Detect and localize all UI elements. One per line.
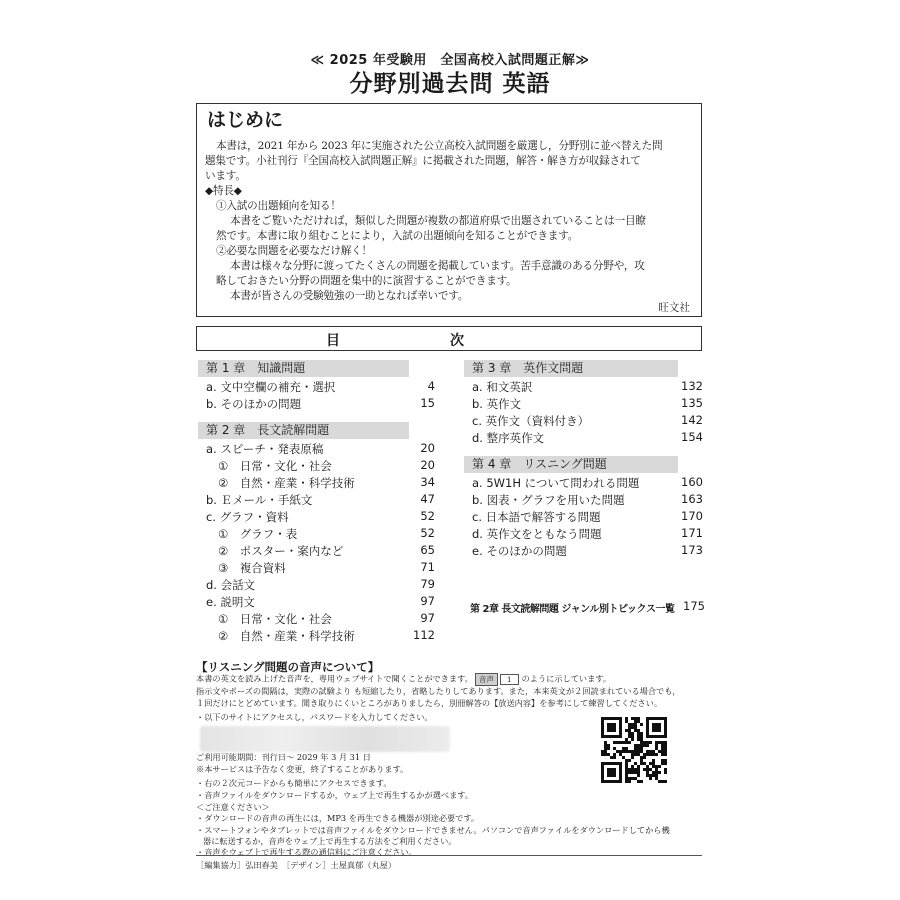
listening-note-text: のように示しています。 bbox=[521, 673, 612, 684]
caution-line: ・ダウンロードの音声の再生には，MP3 を再生できる機器が別途必要です。 bbox=[196, 813, 480, 823]
toc-page-number: 20 bbox=[420, 458, 435, 472]
toc-page-number: 20 bbox=[420, 441, 435, 455]
caution-title: ＜ご注意ください＞ bbox=[196, 802, 270, 812]
listening-note-line: 指示文やポーズの間隔は，実際の試験より も短縮したり，省略したりしてあります。また，本来英文が２回読まれている場合でも， bbox=[196, 686, 681, 696]
toc-item: a. 5W1H について問われる問題 bbox=[472, 476, 640, 490]
footer-divider bbox=[196, 855, 702, 856]
listening-note-line: ・以下のサイトにアクセスし，パスワードを入力してください。 bbox=[196, 712, 433, 722]
availability-period: ご利用可能期間：刊行日～ 2029 年 3 月 31 日 bbox=[196, 752, 371, 762]
toc-page-number: 135 bbox=[681, 396, 703, 410]
toc-item: d. 会話文 bbox=[206, 578, 256, 592]
listening-note-line bbox=[196, 673, 611, 686]
toc-item: d. 英作文をともなう問題 bbox=[472, 527, 602, 541]
toc-page-number: 34 bbox=[420, 475, 435, 489]
intro-text-line: います。 bbox=[205, 170, 246, 182]
toc-page-number: 173 bbox=[681, 543, 703, 557]
toc-item: e. 説明文 bbox=[206, 595, 255, 609]
toc-item: c. 日本語で解答する問題 bbox=[472, 510, 601, 524]
listening-note-line: １回だけにとどめています。聞き取りにくいところがありましたら，別冊解答の【放送内容】を参考にして練習してください。 bbox=[196, 698, 663, 708]
toc-page-number: 132 bbox=[681, 379, 703, 393]
toc-item: d. 整序英作文 bbox=[472, 431, 545, 445]
caution-line: ・音声をウェブ上で再生する際の通信料にご注意ください。 bbox=[196, 847, 417, 857]
toc-page-number: 160 bbox=[681, 475, 703, 489]
audio-badge-number: 1 bbox=[500, 674, 519, 685]
toc-item: c. 英作文（資料付き） bbox=[472, 414, 590, 428]
toc-page-number: 47 bbox=[420, 492, 435, 506]
toc-item: a. スピーチ・発表原稿 bbox=[206, 442, 324, 456]
toc-subitem: ② ポスター・案内など bbox=[218, 544, 344, 558]
toc-special-entry: 第 2章 長文読解問題 ジャンル別トピックス一覧 bbox=[470, 604, 675, 615]
intro-text-line: 本書が皆さんの受験勉強の一助となれば幸いです。 bbox=[230, 290, 469, 302]
listening-section-title: 【リスニング問題の音声について】 bbox=[196, 660, 380, 674]
toc-page-number: 15 bbox=[420, 396, 435, 410]
page-title: 分野別過去問 英語 bbox=[349, 71, 551, 97]
toc-item: a. 和文英訳 bbox=[472, 380, 533, 394]
listening-note-text: 本書の英文を読み上げた音声を，専用ウェブサイトで聞くことができます。 bbox=[196, 673, 473, 684]
toc-item: b. 英作文 bbox=[472, 397, 522, 411]
toc-chapter-heading: 第 4 章 リスニング問題 bbox=[464, 456, 678, 473]
toc-subitem: ① グラフ・表 bbox=[218, 527, 298, 541]
audio-badge: 音声 bbox=[475, 673, 498, 686]
credits: ［編集協力］弘田春美 ［デザイン］土屋真郁（丸屋） bbox=[196, 860, 397, 870]
toc-page-number: 4 bbox=[427, 379, 435, 393]
toc-subitem: ③ 複合資料 bbox=[218, 561, 286, 575]
caution-line: ・スマートフォンやタブレットでは音声ファイルをダウンロードできません。パソコンで音声ファイルをダウンロードしてから機 bbox=[196, 825, 670, 835]
qr-note: ・右の２次元コードからも簡単にアクセスできます。 bbox=[196, 778, 392, 788]
toc-page-number: 97 bbox=[420, 594, 435, 608]
toc-page-number: 171 bbox=[681, 526, 703, 540]
toc-subitem: ① 日常・文化・社会 bbox=[218, 459, 332, 473]
feature-1-title: ①入試の出題傾向を知る！ bbox=[216, 200, 341, 212]
toc-chapter-heading: 第 2 章 長文読解問題 bbox=[198, 422, 409, 439]
intro-text-line: 本書をご覧いただければ，類似した問題が複数の都道府県で出題されていることは一目瞭 bbox=[230, 215, 646, 227]
book-series-title: ≪ 2025 年受験用 全国高校入試問題正解≫ bbox=[310, 53, 590, 68]
intro-text-line: 題集です。小社刊行『全国高校入試問題正解』に掲載された問題，解答・解き方が収録されて bbox=[205, 155, 641, 167]
toc-page-number: 79 bbox=[420, 577, 435, 591]
intro-text-line: 略しておきたい分野の問題を集中的に演習することができます。 bbox=[216, 275, 517, 287]
toc-subitem: ② 自然・産業・科学技術 bbox=[218, 629, 355, 643]
intro-text-line: 本書は，2021 年から 2023 年に実施された公立高校入試問題を厳選し，分野別に並べ替えた問 bbox=[216, 140, 663, 152]
toc-item: a. 文中空欄の補充・選択 bbox=[206, 380, 336, 394]
intro-heading: はじめに bbox=[207, 109, 284, 131]
toc-page-number: 65 bbox=[420, 543, 435, 557]
toc-title: 目次 bbox=[326, 333, 574, 349]
qr-note: ・音声ファイルをダウンロードするか，ウェブ上で再生するかが選べます。 bbox=[196, 790, 473, 800]
toc-page-number: 71 bbox=[420, 560, 435, 574]
features-heading: ◆特長◆ bbox=[205, 185, 242, 197]
toc-item: e. そのほかの問題 bbox=[472, 544, 567, 558]
intro-text-line: 然です。本書に取り組むことにより，入試の出題傾向を知ることができます。 bbox=[216, 230, 579, 242]
toc-page-number: 52 bbox=[420, 526, 435, 540]
toc-page-number: 112 bbox=[413, 628, 435, 642]
toc-item: b. 図表・グラフを用いた問題 bbox=[472, 493, 625, 507]
toc-page-number: 97 bbox=[420, 611, 435, 625]
toc-page-number: 170 bbox=[681, 509, 703, 523]
toc-page-number: 142 bbox=[681, 413, 703, 427]
toc-chapter-heading: 第 1 章 知識問題 bbox=[198, 360, 409, 377]
toc-page-number: 163 bbox=[681, 492, 703, 506]
toc-page-number: 154 bbox=[681, 430, 703, 444]
toc-special-page: 175 bbox=[683, 599, 705, 613]
toc-subitem: ② 自然・産業・科学技術 bbox=[218, 476, 355, 490]
toc-subitem: ① 日常・文化・社会 bbox=[218, 612, 332, 626]
toc-item: b. Ｅメール・手紙文 bbox=[206, 493, 313, 507]
toc-item: b. そのほかの問題 bbox=[206, 397, 302, 411]
service-notice: ※本サービスは予告なく変更，終了することがあります。 bbox=[196, 764, 409, 774]
qr-code-icon[interactable] bbox=[601, 717, 667, 783]
toc-page-number: 52 bbox=[420, 509, 435, 523]
caution-line: 器に転送するか，音声をウェブ上で再生する方法をご利用ください。 bbox=[203, 836, 457, 846]
publisher-name: 旺文社 bbox=[658, 302, 690, 314]
toc-item: c. グラフ・資料 bbox=[206, 510, 289, 524]
toc-chapter-heading: 第 3 章 英作文問題 bbox=[464, 360, 678, 377]
feature-2-title: ②必要な問題を必要なだけ解く！ bbox=[216, 245, 372, 257]
intro-text-line: 本書は様々な分野に渡ってたくさんの問題を掲載しています。苦手意識のある分野や，攻 bbox=[230, 260, 645, 272]
blurred-url-password bbox=[200, 726, 450, 752]
